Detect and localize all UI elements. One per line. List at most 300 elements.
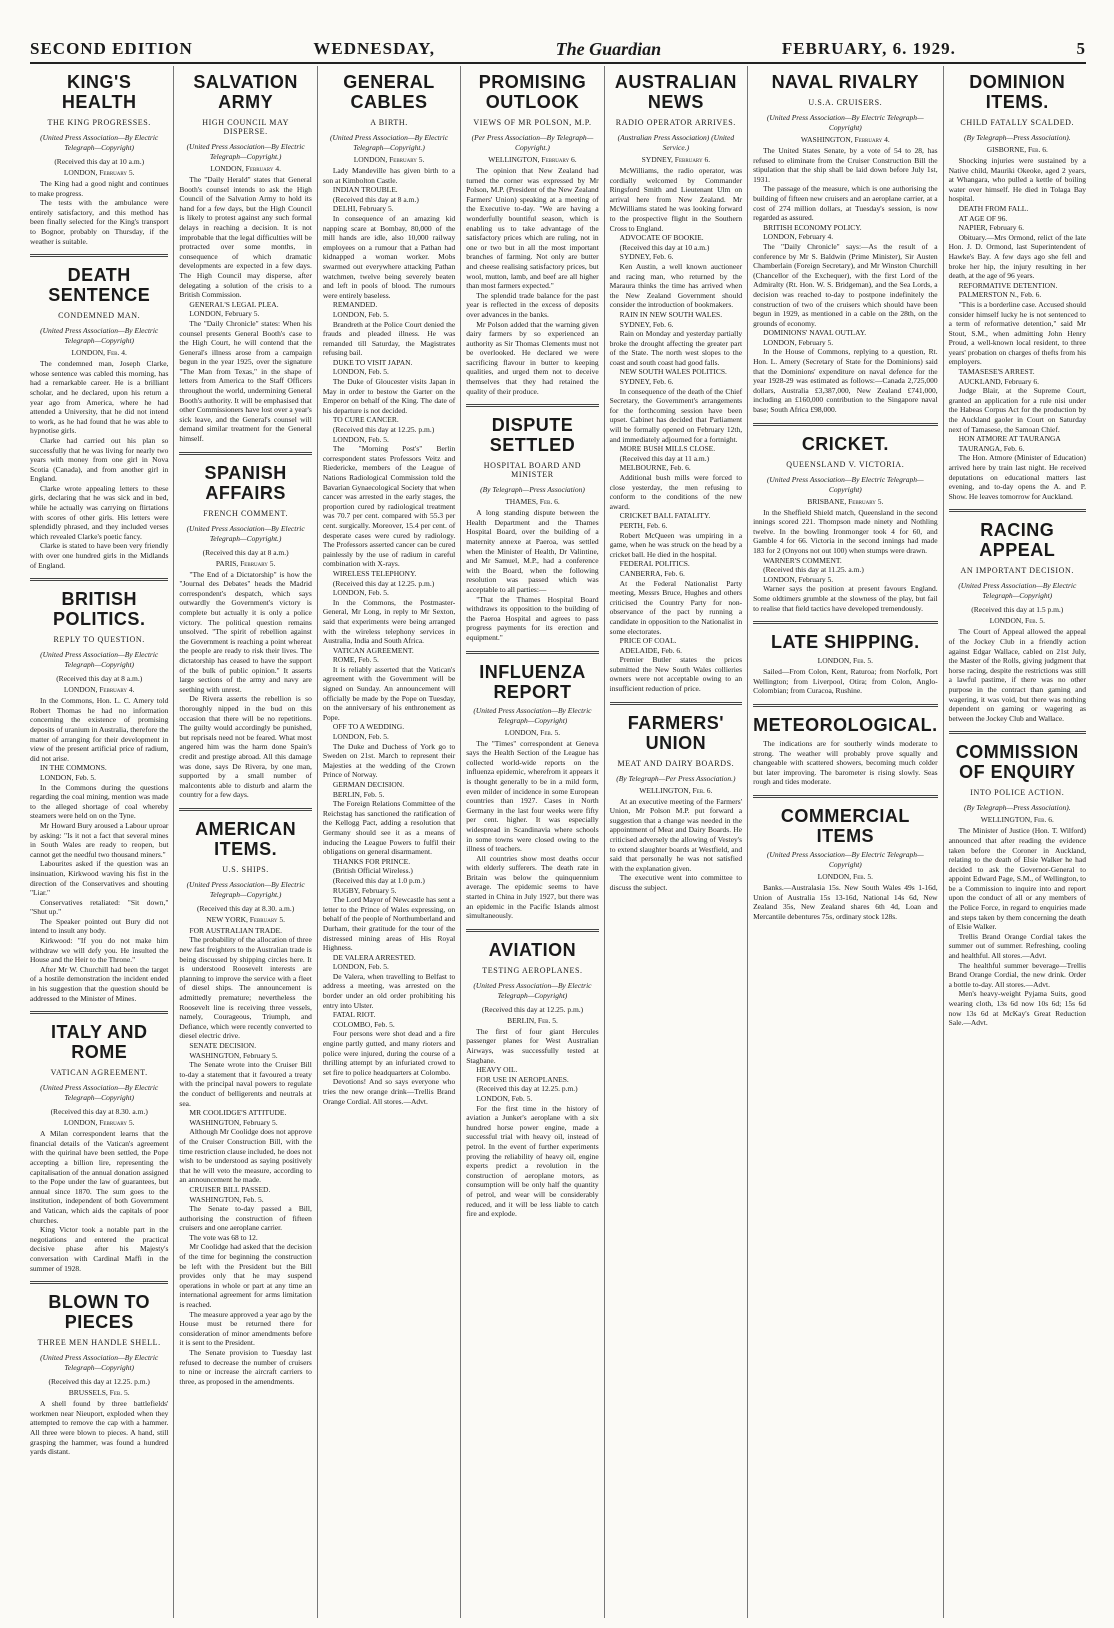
article-paragraph: The measure approved a year ago by the House must be returned there for consideration of minor amendments before it is sent to the President. <box>179 1309 312 1348</box>
article-paragraph: In the House of Commons, replying to a question, Rt. Hon. L. Amery (Secretary of State for the Dominions) said that the Dominions' expenditure on naval defence for the year 1928-29 was estimated as follows:—Canada 2,725,000 dollars, Australia £3,387,000, New Zealand £741,000, including an £160,000 contribution to the Singapore naval base; South Africa £98,000. <box>753 347 938 415</box>
article-paragraph: LONDON, Feb. 5. <box>332 962 389 972</box>
article-subheading: FRENCH COMMENT. <box>203 508 289 518</box>
received-time: (Received this day at 12.25. p.m.) <box>481 1004 584 1014</box>
article-headline: BRITISH POLITICS. <box>52 589 146 630</box>
article-paragraph: Men's heavy-weight Pyjama Suits, good wearing cloth, 13s 6d now 10s 6d; 15s 6d now 13s 6d at McKay's Great Reduction Sale.—Advt. <box>948 989 1086 1028</box>
article-paragraph: The indications are for southerly winds moderate to strong. The weather will probably prove squally and changeable with scattered showers, becoming much colder but later improving. The barometer is rising slowly. Seas rough and tides moderate. <box>753 738 938 787</box>
article-paragraph: McWilliams, the radio operator, was cordially welcomed by Commander Ringsford Smith and Lieutenant Ulm on arrival here from New Zealand. Mr McWilliams stated he was looking forward to the prospective flight in the Southern Cross to England. <box>609 166 743 233</box>
article-paragraph: Labourites asked if the question was an insinuation, Kirkwood waving his fist in the direction of the Conservatives and shouting "Liar." <box>30 859 169 898</box>
dateline: WELLINGTON, Feb. 6. <box>980 815 1054 825</box>
article-paragraph: Four persons were shot dead and a fire engine partly gutted, and many rioters and police were injured, during the course of a thrilling attempt by an infuriated crowd to set fire to police headquarters at Colombo. <box>322 1029 456 1077</box>
article-headline: SPANISH AFFAIRS <box>204 462 287 503</box>
article-paragraph: DE VALERA ARRESTED. <box>332 952 416 962</box>
article-headline: PROMISING OUTLOOK <box>478 72 587 112</box>
article-divider <box>30 254 168 257</box>
article-paragraph: Mr Coolidge had asked that the decision of the time for beginning the construction be left with the President but the Bill provides only that he may suspend operations in whole or part at any time an international agreement for arms limitation is reached. <box>179 1242 312 1310</box>
article-paragraph: WASHINGTON, February 5. <box>189 1050 278 1060</box>
article-paragraph: A long standing dispute between the Health Department and the Thames Hospital Board, over the building of a maternity annexe at Paeroa, was settled when the Minister of Health, Dr Valintine, and Mr Samuel, M.P., had a conference with the Board, when the following resolution was passed which was acceptable to all parties:— <box>466 508 599 594</box>
dateline: LONDON, Feb. 4. <box>71 348 127 358</box>
article-paragraph: LONDON, Feb. 5. <box>476 1094 533 1103</box>
article-divider <box>610 702 742 705</box>
article-subheading: TESTING AEROPLANES. <box>482 965 583 975</box>
article-paragraph: WASHINGTON, February 5. <box>189 1117 278 1127</box>
article-subheading: U.S.A. CRUISERS. <box>808 98 883 107</box>
article-paragraph: "The End of a Dictatorship" is how the "Journal des Debates" heads the Madrid correspondent's despatch, which says outwardly the Government's victory is complete but actually it is only a police victory. The political question remains unsolved. "The spirit of rebellion against the Government is reaching a point whereat the people are ready to risk their lives. The dictatorship has ceased to have the support of the bulk of public opinion." It asserts large sections of the army and navy are seething with unrest. <box>179 569 312 694</box>
dateline: PARIS, February 5. <box>215 558 276 568</box>
article-subheading: HIGH COUNCIL MAY DISPERSE. <box>202 118 290 136</box>
article-paragraph: The "Times" correspondent at Geneva says the Health Section of the League has collected world-wide reports on the influenza epidemic, wherefrom it appears it is thought generally to be in a mild form, even milder of incidence in some European countries than 1927. Cases in North Germany in the last four weeks were fifty per cent. higher. It was especially widespread in Scandinavia where schools in some towns were closed owing to the illness of teachers. <box>466 738 599 854</box>
article-paragraph: PALMERSTON N., Feb. 6. <box>958 290 1042 300</box>
article <box>466 651 598 921</box>
article-paragraph: FOR USE IN AEROPLANES. <box>476 1074 569 1084</box>
article-paragraph: RUGBY, February 5. <box>332 885 397 895</box>
article-paragraph: Banks.—Australasia 15s. New South Wales 49s 1-16d, Union of Australia 15s 13-16d, National 14s 6d, New Zealand 35s, New Zealand shares 6th 4d, Loan and Mercantile debentures 75s, ordinary stock 128s. <box>753 882 938 921</box>
article <box>753 423 938 614</box>
article-subheading: MEAT AND DAIRY BOARDS. <box>617 758 735 768</box>
article-paragraph: The tests with the ambulance were entirely satisfactory, and this method has been finally selected for the King's transport to Bognor, probably on Thursday, if the weather is suitable. <box>30 198 169 246</box>
agency-credit: (Per Press Association—By Telegraph—Copyright.) <box>471 133 594 152</box>
dateline: LONDON, February 4. <box>210 164 281 173</box>
article-paragraph: (Received this day at 12.25. p.m.) <box>332 578 435 588</box>
article-paragraph: CRUISER BILL PASSED. <box>189 1184 271 1194</box>
article-headline: METEOROLOGICAL. <box>753 714 938 735</box>
article-paragraph: Brandreth at the Police Court denied the frauds and pleaded illness. He was remanded till Saturday, the Magistrates refusing bail. <box>322 319 456 358</box>
article-divider <box>949 731 1086 734</box>
article-paragraph: The executive went into committee to discuss the subject. <box>609 873 743 892</box>
article-paragraph: REMANDED. <box>332 300 378 310</box>
article-paragraph: TO CURE CANCER. <box>332 415 399 425</box>
article-paragraph: DELHI, February 5. <box>332 204 394 214</box>
dateline: BRUSSELS, Feb. 5. <box>68 1388 130 1398</box>
dateline: WELLINGTON, February 6. <box>488 155 577 164</box>
article-paragraph: (Received this day at 10 a.m.) <box>619 242 710 252</box>
dateline: LONDON, February 5. <box>353 155 425 164</box>
article-divider <box>753 704 938 707</box>
article-paragraph: In the Sheffield Shield match, Queensland in the second innings scored 221. Thompson made ninety and Nothling twelve. In the bowling Ironmonger took 4 for 60, and Gamble 4 for 66. Victoria in the second innings had made 183 for 2 (Onyons not out 100) when stumps were drawn. <box>753 507 938 555</box>
article-paragraph: The "Daily Chronicle" says:—As the result of a conference by Mr S. Baldwin (Prime Minister), Sir Austen Chamberlain (Foreign Secretary), and Mr Winston Churchill (Chancellor of the Exchequer), with the first Lord of the Admiralty (Rt. Hon. W. S. Bridgeman), and the Sea Lords, a decision was reached to-day to postpone indefinitely the construction of two of the cruisers which should have been begun in 1929, as mentioned in a cable on the 28th, on the grounds of economy. <box>753 241 938 328</box>
article-paragraph: The splendid trade balance for the past year is reflected in the excess of deposits over advances in the banks. <box>466 290 599 319</box>
article-paragraph: The opinion that New Zealand had turned the corner was expressed by Mr Polson, M.P. (President of the New Zealand Farmers' Union) speaking at a meeting of the Executive to-day. "We are having a wonderfully bountiful season, which is enabling us to take advantage of the satisfactory prices which are ruling, not in one or two but in all the most important branches of farming. Not only are butter and cheese realising satisfactory prices, but wool, mutton, lamb, and beef are all higher than most farmers expected." <box>466 166 599 291</box>
article-paragraph: At an executive meeting of the Farmers' Union, Mr Polson M.P. put forward a suggestion that a change was needed in the appointment of Meat and Dairy Boards. He criticised adversely the allowing of Vestey's to extend slaughter boards at Westfield, and said that personally he was not satisfied with the explanation given. <box>609 796 743 873</box>
article-paragraph: De Rivera asserts the rebellion is so thoroughly nipped in the bud on this occasion that there will be no repetitions. The guilty would accordingly be punished, but reprisals need not be feared. What most angered him was the harm done Spain's credit and prestige abroad. All this damage was done, says De Rivera, by one man, supported by a small number of malcontents able to disturb and alarm the country for a few days. <box>179 694 312 800</box>
column-6 <box>747 66 943 1618</box>
agency-credit: (United Press Association—By Electric Telegraph—Copyright) <box>766 474 924 494</box>
article-paragraph: CANBERRA, Feb. 6. <box>619 568 685 578</box>
agency-credit: (United Press Association—By Electric Telegraph—Copyright.) <box>329 133 449 152</box>
article-subheading: THREE MEN HANDLE SHELL. <box>37 1338 161 1348</box>
article-paragraph: Clarke is stated to have been very friendly with over one hundred girls in the Midlands of England. <box>30 541 169 570</box>
article-paragraph: The passage of the measure, which is one authorising the building of fifteen new cruisers and an aeroplane carrier, at a cost of 274 million dollars, at Tuesday's session, is now regarded as assured. <box>753 184 938 223</box>
page-number: 5 <box>1076 39 1086 58</box>
article-headline: SALVATION ARMY <box>193 72 298 112</box>
column-7 <box>943 66 1086 1618</box>
article-paragraph: LONDON, Feb. 5. <box>40 772 97 782</box>
article-paragraph: (Received this day at 1.0 p.m.) <box>332 875 425 885</box>
column-3 <box>317 66 460 1618</box>
article-subheading: A BIRTH. <box>370 118 408 127</box>
article-paragraph: ROME, Feb. 5. <box>332 655 379 665</box>
article <box>610 702 742 893</box>
article-paragraph: LONDON, February 5. <box>763 337 834 347</box>
article-paragraph: DOMINIONS' NAVAL OUTLAY. <box>763 328 867 338</box>
dateline: LONDON, Feb. 5. <box>817 656 873 666</box>
article-subheading: VATICAN AGREEMENT. <box>50 1068 148 1078</box>
article-paragraph: The healthful summer beverage—Trellis Brand Orange Cordial, the new drink. Order a bottle to-day. All stores.—Advt. <box>948 960 1086 989</box>
article-paragraph: The Court of Appeal allowed the appeal of the Jockey Club in a friendly action against Edgar Wallace, cabled on 21st July, the Master of the Rolls, giving judgment that horse racing, despite the restrictions was still a lawful pastime, if there was no other purpose in the contract than gaming and wagering, it was void, but there was nothing dependent on gaming or wagering as between the Jockey Club and Wallace. <box>948 627 1086 723</box>
paper-title: The Guardian <box>555 38 662 59</box>
article-paragraph: (Received this day at 12.25. p.m.) <box>332 425 435 435</box>
article-paragraph: A Milan correspondent learns that the financial details of the Vatican's agreement with the quirinal have been settled, the Pope accepting a billion lire, representing the capitalisation of the annual donation assigned to the Pope under the law of guarantees, but annual since 1870. The sum goes to the institution, independent of both Government and Vatican, which aids the capitals of poor churches. <box>30 1129 169 1225</box>
article <box>30 578 168 1003</box>
column-4 <box>460 66 603 1618</box>
received-time: (Received this day at 8 a.m.) <box>56 674 143 684</box>
article-paragraph: BRITISH ECONOMY POLICY. <box>763 222 862 232</box>
article-paragraph: IN THE COMMONS. <box>40 763 107 773</box>
article <box>753 72 938 415</box>
dateline: LONDON, February 5. <box>63 168 135 177</box>
article-subheading: RADIO OPERATOR ARRIVES. <box>615 118 736 127</box>
article-paragraph: (British Official Wireless.) <box>332 866 413 876</box>
article-paragraph: MORE BUSH MILLS CLOSE. <box>619 444 716 454</box>
article-paragraph: SENATE DECISION. <box>189 1041 257 1050</box>
article-headline: DEATH SENTENCE <box>48 265 151 306</box>
article-paragraph: The Speaker pointed out Bury did not intend to insult any body. <box>30 916 169 936</box>
article-paragraph: "That the Thames Hospital Board withdraws its opposition to the building of the Paeroa Hospital and agrees to pass progress payments for its erection and equipment." <box>466 594 599 642</box>
article-paragraph: NAPIER, February 6. <box>958 223 1024 233</box>
article-headline: INFLUENZA REPORT <box>479 661 586 702</box>
article-headline: DISPUTE SETTLED <box>489 415 576 456</box>
article-paragraph: Clarke had carried out his plan so successfully that he was living for nearly two years with money from one girl in Nova Scotia (Canada), and from another girl in England. <box>30 435 169 484</box>
article-paragraph: WARNER'S COMMENT. <box>763 555 842 565</box>
article <box>753 621 938 696</box>
column-1 <box>30 66 173 1618</box>
article-paragraph: The "Daily Herald" states that General Booth's counsel intends to ask the High Council of the Salvation Army to hold its hand for a few days, but the High Council is likely to protest against any such formal delays in reaching a decision. It is not improbable that the legal difficulties will be protracted over some months, in consequence of which dramatic developments are expected in a few days. The High Council may disperse, after delegating a solution of the crisis to a British Commission. <box>179 175 312 300</box>
article-divider <box>466 404 598 407</box>
article-paragraph: The King had a good night and continues to make progress. <box>30 179 169 198</box>
article-paragraph: Warner says the position at present favours England. Some oldtimers grumble at the slowness of the play, but fail to realise that field tactics have developed tremendously. <box>753 584 938 613</box>
agency-credit: (By Telegraph—Press Association). <box>963 133 1071 142</box>
article-paragraph: Conservatives retaliated: "Sit down," "Shut up." <box>30 897 169 917</box>
article-paragraph: The "Daily Chronicle" states: When his counsel presents General Booth's case to the High Court, he will contend that the General's illness arose from a campaign begun in the year 1925, over the signature "The Man from Texas," in the shape of letters from America to the Staff Officers throughout the world, undermining General Booth's authority. It will be emphasised that other Commissioners have lost over a year's sick leave, and the General's counsel will demand similar treatment for the General himself. <box>179 318 312 444</box>
article-divider <box>30 578 168 581</box>
dateline: SYDNEY, February 6. <box>641 155 711 164</box>
article-paragraph: NEW SOUTH WALES POLITICS. <box>619 367 727 377</box>
article-paragraph: (Received this day at 12.25. p.m.) <box>476 1084 578 1094</box>
article-paragraph: Kirkwood: "If you do not make him withdraw we will defy you. He insulted the House and the Heir to the Throne." <box>30 936 169 965</box>
article-divider <box>466 651 598 654</box>
article-paragraph: SYDNEY, Feb. 6. <box>619 319 674 329</box>
article-paragraph: GENERAL'S LEGAL PLEA. <box>189 299 279 309</box>
column-5 <box>604 66 747 1618</box>
agency-credit: (United Press Association—By Electric Telegraph—Copyright) <box>473 705 592 725</box>
article-paragraph: De Valera, when travelling to Belfast to address a meeting, was arrested on the border under an old order prohibiting his entry into Ulster. <box>322 971 456 1010</box>
article-paragraph: Clarke wrote appealing letters to these girls, declaring that he was sick and in bed, while he actually was carrying on flirtations with scores of other girls. His letters were splendidly phrased, and they included verses which revealed Clarke's poetic fancy. <box>30 483 169 541</box>
article-paragraph: LONDON, Feb. 5. <box>332 434 389 444</box>
article-paragraph: MR COOLIDGE'S ATTITUDE. <box>189 1108 287 1118</box>
article <box>753 795 938 921</box>
article-headline: AMERICAN ITEMS. <box>195 818 297 859</box>
article-paragraph: PERTH, Feb. 6. <box>619 520 668 530</box>
article-paragraph: Premier Butler states the prices submitted the New South Wales collieries owners were not acceptable owing to an insufficient reduction of price. <box>609 655 743 694</box>
article-paragraph: Ken Austin, a well known auctioneer and racing man, who returned by the Maraura thinks the time has arrived when the New Zealand Government should consider the introduction of bookmakers. <box>609 261 743 310</box>
article <box>949 731 1086 1027</box>
article <box>30 72 168 246</box>
article-paragraph: BERLIN, Feb. 5. <box>332 789 385 799</box>
article-headline: ITALY AND ROME <box>50 1022 148 1063</box>
article-paragraph: After Mr W. Churchill had been the target of a hostile demonstration the incident ended in his suggestion that the question should be addressed to the Minister of Mines. <box>30 964 169 1003</box>
article-paragraph: For the first time in the history of aviation a Junker's aeroplane with a six hundred horse power engine, made a successful trial with heavy oil, instead of petrol. In the event of further experiments proving the reliability of heavy oil, engine experts predict a revolution in the construction of aeroplane motors, as consumption will be only half the quantity of petrol, and wear will be considerably reduced, and it will be less liable to catch fire and explode. <box>466 1103 599 1219</box>
article-subheading: HOSPITAL BOARD AND MINISTER <box>483 461 582 480</box>
article-paragraph: Trellis Brand Orange Cordial takes the summer out of summer. Refreshing, cooling and healthful. All stores.—Advt. <box>948 931 1086 961</box>
article-headline: LATE SHIPPING. <box>770 632 920 653</box>
article-paragraph: In the Commons, Hon. L. C. Amery told Robert Thomas he had no information concerning the existence of promising deposits of uranium in Australia, therefore the matter of arranging for their development in view of the present artificial price of radium, did not arise. <box>30 696 169 763</box>
article-paragraph: The Senate to-day passed a Bill, authorising the construction of fifteen cruisers and one aeroplane carrier. <box>179 1204 312 1233</box>
agency-credit: (United Press Association—By Electric Telegraph—Copyright) <box>40 650 159 670</box>
article-paragraph: RAIN IN NEW SOUTH WALES. <box>619 309 723 319</box>
agency-credit: (United Press Association—By Electric Telegraph—Copyright) <box>958 581 1077 601</box>
agency-credit: (Australian Press Association) (United Service.) <box>617 133 735 152</box>
article-paragraph: Mr Polson added that the warning given dairy farmers by so experienced an authority as Sir Thomas Clements must not be overlooked. He declared we were sacrificing flavour in butter to keeping qualities, and urged them not to deceive themselves that they had retained the quality of their produce. <box>466 319 599 396</box>
article-headline: AUSTRALIAN NEWS <box>614 72 737 112</box>
article-paragraph: Devotions! And so says everyone who tries the new orange drink—Trellis Brand Orange Cordial. All stores.—Advt. <box>322 1077 456 1106</box>
article <box>179 72 311 444</box>
article <box>466 929 598 1219</box>
article-paragraph: Robert McQueen was umpiring in a game, when he was struck on the head by a cricket ball. He died in the hospital. <box>609 530 743 559</box>
article <box>949 72 1086 501</box>
article-paragraph: The Senate wrote into the Cruiser Bill to-day a statement that it favoured a treaty with the principal naval powers to regulate the conduct of belligerents and neutrals at sea. <box>179 1060 312 1108</box>
article-paragraph: HON ATMORE AT TAURANGA <box>958 434 1061 444</box>
article-subheading: CONDEMNED MAN. <box>58 311 141 321</box>
article-paragraph: The Foreign Relations Committee of the Reichstag has sanctioned the ratification of the Kellogg Pact, adding a resolution that Germany should see it as a means of inducing the League Powers to fulfil their obligations on general disarmament. <box>322 799 456 857</box>
article <box>949 509 1086 723</box>
article-paragraph: The vote was 68 to 12. <box>189 1232 258 1242</box>
masthead <box>30 36 1086 64</box>
article <box>179 452 311 800</box>
dateline: BRISBANE, February 5. <box>807 496 884 506</box>
article <box>179 808 311 1387</box>
article-paragraph: It is reliably asserted that the Vatican's agreement with the Government will be signed on Sunday. An announcement will officially be made by the Pope on Tuesday, on the anniversary of his enthronement as Pope. <box>322 664 456 722</box>
article-paragraph: INDIAN TROUBLE. <box>332 185 398 195</box>
article <box>753 704 938 787</box>
dateline: THAMES, Feb. 6. <box>505 497 560 507</box>
article-paragraph: ADVOCATE OF BOOKIE. <box>619 233 704 243</box>
dateline: WASHINGTON, February 4. <box>800 135 890 144</box>
article-subheading: U.S. SHIPS. <box>222 864 269 874</box>
article-paragraph: FOR AUSTRALIAN TRADE. <box>189 925 282 935</box>
article-paragraph: MELBOURNE, Feb. 6. <box>619 463 691 473</box>
article <box>466 404 598 642</box>
article-paragraph: In consequence of the death of the Chief Secretary, the Government's arrangements for the forthcoming session have been upset. Cabinet has decided that Parliament will be formally opened on February 12th, and immediately adjourned for a fortnight. <box>609 386 743 444</box>
article-paragraph: FATAL RIOT. <box>332 1010 376 1020</box>
article-paragraph: The first of four giant Hercules passenger planes for West Australian Airways, was successfully tested at Stagbane. <box>466 1026 599 1065</box>
article-paragraph: LONDON, Feb. 5. <box>332 588 389 598</box>
article-paragraph: A shell found by three battlefields' workmen near Nieuport, exploded when they attempted to remove the cap with a hammer. All three were blown to pieces. A hand, still grasping the hammer, was found a hundred yards distant. <box>30 1399 169 1457</box>
agency-credit: (United Press Association—By Electric Telegraph—Copyright.) <box>186 523 305 543</box>
received-time: (Received this day at 8.30. a.m.) <box>196 903 295 913</box>
article-paragraph: Although Mr Coolidge does not approve of the Cruiser Construction Bill, with the time restriction clause included, he does not wish to be understood as saying positively that he will veto the measure, according to an announcement he made. <box>179 1127 312 1185</box>
article-divider <box>753 423 938 426</box>
article-paragraph: King Victor took a notable part in the negotiations and entered the practical decisive phase after his Majesty's conversation with Cardinal Maffi in the summer of 1928. <box>30 1225 169 1273</box>
dateline: NEW YORK, February 5. <box>206 914 286 924</box>
article-paragraph: (Received this day at 11 a.m.) <box>619 453 710 463</box>
agency-credit: (United Press Association—By Electric Telegraph—Copyright.) <box>186 879 305 899</box>
dateline: LONDON, Feb. 5. <box>989 616 1045 626</box>
agency-credit: (United Press Association—By Electric Telegraph—Copyright) <box>40 1353 159 1373</box>
agency-credit: (United Press Association—By Electric Telegraph—Copyright) <box>766 113 924 132</box>
article-paragraph: SYDNEY, Feb. 6. <box>619 377 674 387</box>
weekday-label: WEDNESDAY, <box>313 39 436 58</box>
article-paragraph: REFORMATIVE DETENTION. <box>958 280 1058 290</box>
article-paragraph: PRICE OF COAL. <box>619 636 677 646</box>
article-headline: NAVAL RIVALRY <box>771 72 920 92</box>
article-paragraph: LONDON, Feb. 5. <box>332 732 389 742</box>
article-paragraph: The Hon. Atmore (Minister of Education) arrived here by train last night. He received deputations on educational matters last evening, and to-day opens the A. and P. Show. He leaves tomorrow for Auckland. <box>948 453 1086 501</box>
article-divider <box>30 1011 168 1014</box>
article-paragraph: (Received this day at 11.25. a.m.) <box>763 565 864 575</box>
article-paragraph: Lady Mandeville has given birth to a son at Kimbolton Castle. <box>322 166 456 185</box>
article-paragraph: (Received this day at 8 a.m.) <box>332 194 419 204</box>
agency-credit: (United Press Association—By Electric Telegraph—Copyright) <box>40 326 159 346</box>
article-paragraph: TAMASESE'S ARREST. <box>958 367 1035 377</box>
agency-credit: (By Telegraph—Press Association) <box>480 485 585 495</box>
article-paragraph: At the Federal Nationalist Party meeting, Messrs Bruce, Hughes and others criticised the Country Party for non-observance of the pact by running a candidate in opposition to the Nationalist in some electorates. <box>609 578 743 636</box>
article-paragraph: HEAVY OIL. <box>476 1065 518 1075</box>
article-headline: COMMERCIAL ITEMS <box>780 805 910 846</box>
article-divider <box>466 929 598 932</box>
article-subheading: AN IMPORTANT DECISION. <box>960 566 1075 576</box>
article-paragraph: Shocking injuries were sustained by a Native child, Mauriki Okeoke, aged 2 years, at Whangara, who pulled a kettle of boiling water over himself. He died in Tolaga Bay hospital. <box>948 156 1086 204</box>
article-paragraph: TAURANGA, Feb. 6. <box>958 443 1025 453</box>
article <box>323 72 455 1106</box>
article-subheading: CHILD FATALLY SCALDED. <box>960 118 1075 127</box>
dateline: BERLIN, Feb. 5. <box>507 1015 558 1025</box>
article-paragraph: LONDON, Feb. 5. <box>332 367 389 377</box>
article-subheading: QUEENSLAND V. VICTORIA. <box>786 459 905 469</box>
article-paragraph: DUKE TO VISIT JAPAN. <box>332 357 413 367</box>
article-headline: GENERAL CABLES <box>343 72 435 112</box>
dateline: LONDON, February 4. <box>63 685 135 695</box>
article-headline: COMMISSION OF ENQUIRY <box>955 742 1079 783</box>
article-paragraph: The "Morning Post's" Berlin correspondent states Professors Veitz and Riedericke, members of the League of Nations Radiological Commission told the Bavarian Gynaecological Society that when cancer was arrested in the early stages, the proportion cured by radiological treatment was 70.7 per cent. compared with 55.3 per cent. surgically. Moreover, 15.4 per cent. of desperate cases were cured by radiology. The Professors asserted cancer can be cured painlessly by the use of radium in careful combination with X-rays. <box>322 444 456 569</box>
dateline: LONDON, February 5. <box>63 1118 135 1128</box>
article-subheading: INTO POLICE ACTION. <box>970 788 1065 798</box>
article-divider <box>179 452 311 455</box>
article <box>610 72 742 694</box>
article-paragraph: The probability of the allocation of three new fast freighters to the Australian trade is being discussed by shipping circles here. It is understood Roosevelt interests are planning to improve the service with a fleet of diesel ships. The announcement is admittedly premature; nevertheless the Roosevelt line is receiving three vessels, namely, Courageous, Triumph, and Defiance, which were recently converted to diesel electric drive. <box>179 935 312 1041</box>
article-headline: RACING APPEAL <box>979 520 1056 561</box>
article-divider <box>179 808 311 811</box>
article-divider <box>753 621 938 624</box>
article <box>30 1281 168 1457</box>
article-paragraph: AT AGE OF 96. <box>958 213 1008 223</box>
received-time: (Received this day at 8 a.m.) <box>202 547 289 557</box>
dateline: LONDON, Feb. 5. <box>817 871 873 881</box>
column-2 <box>173 66 316 1618</box>
article-paragraph: SYDNEY, Feb. 6. <box>619 252 674 262</box>
article-headline: DOMINION ITEMS. <box>969 72 1066 112</box>
article-paragraph: Mr Howard Bury aroused a Labour uproar by asking: "Is it not a fact that several mines in South Wales are ready to reopen, but cannot get the needful two thousand miners." <box>30 820 169 859</box>
article-headline: CRICKET. <box>801 433 889 454</box>
article-paragraph: "This is a borderline case. Accused should consider himself lucky he is not sentenced to a term of reformative detention," said Mr Stout, S.M., when admitting John Henry Proud, a well-known local resident, to three years' probation on charges of thefts from his employers. <box>948 299 1086 367</box>
article-paragraph: WASHINGTON, Feb. 5. <box>189 1194 264 1204</box>
article-paragraph: In consequence of an amazing kid napping scare at Bombay, 80,000 of the mill hands are idle, also 10,000 railway employees on a rumour that a Pathan had kidnapped a woman worker. Mobs swarmed out everywhere attacking Pathan watchmen, twelve being severely beaten and left in pools of blood. The rumours were entirely baseless. <box>322 213 456 300</box>
article-headline: KING'S HEALTH <box>61 72 137 112</box>
article-paragraph: COLOMBO, Feb. 5. <box>332 1019 395 1029</box>
received-time: (Received this day at 12.25. p.m.) <box>48 1377 150 1387</box>
article-paragraph: FEDERAL POLITICS. <box>619 559 690 569</box>
article-paragraph: The condemned man, Joseph Clarke, whose sentence was cabled this morning, has had a remarkable career. He is a brilliant scholar, and he declared, upon his return a year ago from America, where he had attended a University, that he did not intend to work, as he had found that he was able to hypnotise girls. <box>30 359 169 436</box>
agency-credit: (United Press Association—By Electric Telegraph—Copyright) <box>766 849 924 869</box>
agency-credit: (By Telegraph—Per Press Association.) <box>616 773 736 783</box>
article-paragraph: ADELAIDE, Feb. 6. <box>619 645 682 655</box>
article-headline: BLOWN TO PIECES <box>48 1292 151 1333</box>
article-headline: AVIATION <box>488 939 577 960</box>
article-subheading: THE KING PROGRESSES. <box>47 118 151 127</box>
article-paragraph: LONDON, February 5. <box>189 309 260 319</box>
article-divider <box>949 509 1086 512</box>
dateline: WELLINGTON, Feb. 6. <box>639 785 713 795</box>
article-paragraph: LONDON, Feb. 5. <box>332 309 389 319</box>
article-paragraph: Sailed—From Colon, Kent, Raturoa; from Norfolk, Port Wellington; from Liverpool, Otira; from Colon, Anglo-Colombian; from Curacoa, Rushine. <box>753 667 938 696</box>
article-paragraph: CRICKET BALL FATALITY. <box>619 511 711 521</box>
article-paragraph: GERMAN DECISION. <box>332 780 405 789</box>
dateline: LONDON, Feb. 5. <box>504 727 561 737</box>
agency-credit: (United Press Association—By Electric Telegraph—Copyright.) <box>186 142 305 161</box>
received-time: (Received this day at 10 a.m.) <box>54 157 145 166</box>
article-paragraph: Additional bush mills were forced to close yesterday, the men refusing to conform to the conditions of the new award. <box>609 473 743 511</box>
edition-label: SECOND EDITION <box>30 39 193 58</box>
article-divider <box>30 1281 168 1284</box>
article-paragraph: In the Commons during the questions regarding the coal mining, mention was made to the alleged shortage of coal whereby steamers were held on on the Tyne. <box>30 782 169 821</box>
article-paragraph: AUCKLAND, February 6. <box>958 376 1039 386</box>
article-paragraph: In the Commons, the Postmaster-General, Mr Long, in reply to Mr Sexton, said that experiments were being arranged with the wireless telephony services in Australia, India and South Africa. <box>322 597 456 646</box>
article <box>466 72 598 396</box>
article-paragraph: The Duke and Duchess of York go to Sweden on 21st. March to represent their Majesties at the wedding of the Crown Prince of Norway. <box>322 741 456 780</box>
article-paragraph: The Minister of Justice (Hon. T. Wilford) announced that after reading the evidence taken before the Coroner in Auckland, relating to the death of Elsie Walker he had decided to ask the Governor-General to appoint Edward Page, S.M., of Wellington, to be a Commission to inquire into and report upon the conduct of all or any members of the Police Force, in regard to enquiries made and steps taken by them concerning the death of Elsie Walker. <box>948 826 1086 932</box>
article-paragraph: Rain on Monday and yesterday partially broke the drought affecting the greater part of the State. The north west slopes to the coast and south coast had good falls. <box>609 329 743 367</box>
article-paragraph: DEATH FROM FALL. <box>958 203 1029 213</box>
agency-credit: (United Press Association—By Electric Telegraph—Copyright) <box>40 133 159 152</box>
date-label: FEBRUARY, 6. 1929. <box>781 39 956 58</box>
article-headline: FARMERS' UNION <box>627 712 725 753</box>
article-paragraph: THANKS FOR PRINCE. <box>332 856 411 866</box>
article <box>30 1011 168 1273</box>
article-subheading: VIEWS OF MR POLSON, M.P. <box>473 118 592 127</box>
article-paragraph: The Senate provision to Tuesday last refused to decrease the number of cruisers to nine or increase the aircraft carriers to three, as proposed in the amendments. <box>179 1348 312 1386</box>
article-paragraph: OFF TO A WEDDING. <box>332 722 405 732</box>
article-paragraph: The Duke of Gloucester visits Japan in May in order to bestow the Garter on the Emperor on behalf of the King. The date of his departure is not decided. <box>322 377 456 415</box>
columns <box>30 66 1086 1618</box>
article-paragraph: LONDON, February 5. <box>763 574 834 584</box>
article-divider <box>753 795 938 798</box>
article-paragraph: VATICAN AGREEMENT. <box>332 645 414 655</box>
article-paragraph: LONDON, February 4. <box>763 232 834 242</box>
article <box>30 254 168 570</box>
dateline: GISBORNE, Feb. 6. <box>986 145 1048 154</box>
article-paragraph: The United States Senate, by a vote of 54 to 28, has refused to eliminate from the Cruiser Construction Bill the stipulation that the ship shall be laid down before July 1st, 1931. <box>753 146 938 184</box>
received-time: (Received this day at 1.5 p.m.) <box>971 605 1064 615</box>
article-paragraph: Judge Blair, at the Supreme Court, granted an application for a rule nisi under the Habeas Corpus Act for the production by the Auckland gaoler in Court on Saturday next of Tamasese, the Samoan Chief. <box>948 386 1086 434</box>
received-time: (Received this day at 8.30. a.m.) <box>50 1107 148 1117</box>
agency-credit: (By Telegraph—Press Association). <box>963 803 1071 813</box>
article-subheading: REPLY TO QUESTION. <box>53 635 145 645</box>
article-paragraph: Obituary.—Mrs Ormond, relict of the late Hon. J. D. Ormond, last Superintendent of Hawke's Bay. A few days ago she fell and broke her hip, the injury resulting in her death, at the age of 96 years. <box>948 232 1086 281</box>
article-paragraph: The Lord Mayor of Newcastle has sent a letter to the Prince of Wales expressing, on behalf of the people of Northumberland and Durham, their gratitude for the tour of the distressed mining areas of His Royal Highness. <box>322 895 456 953</box>
article-paragraph: WIRELESS TELEPHONY. <box>332 568 417 578</box>
agency-credit: (United Press Association—By Electric Telegraph—Copyright) <box>473 980 592 1000</box>
agency-credit: (United Press Association—By Electric Telegraph—Copyright) <box>40 1083 159 1103</box>
article-paragraph: All countries show most deaths occur with elderly sufferers. The death rate in Britain was below the quinquennium average. The epidemic seems to have started in China in July 1927, but there was an epidemic in the Pacific Islands almost simultaneously. <box>466 853 599 921</box>
